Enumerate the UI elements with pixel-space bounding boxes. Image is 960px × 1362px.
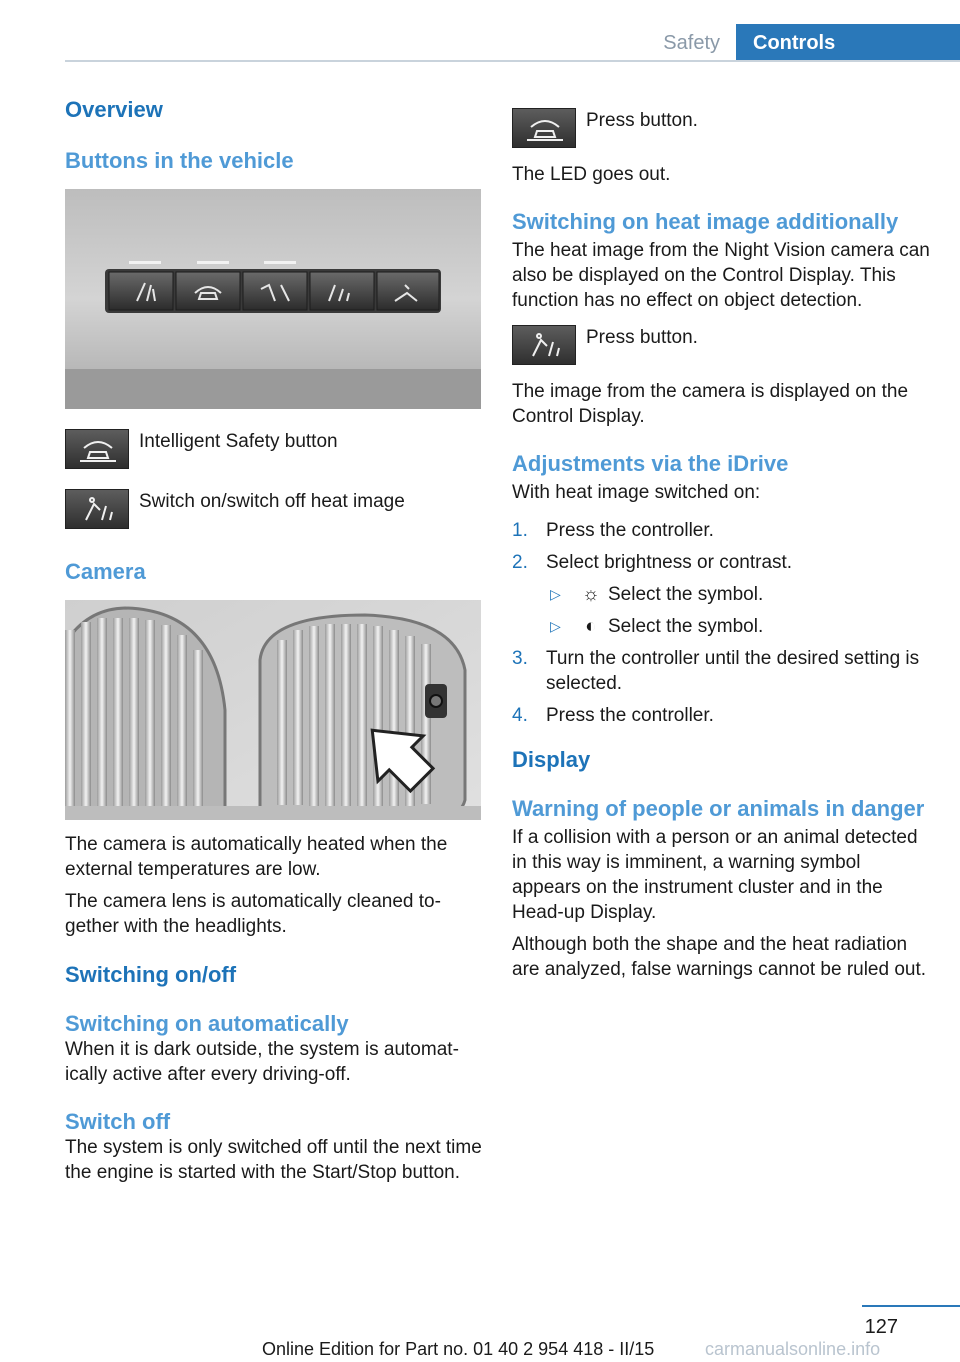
page-number: 127 <box>864 1316 898 1338</box>
edition-text: Online Edition for Part no. 01 40 2 954 418 - II/15 <box>262 1339 655 1359</box>
sub-step-text: Select the symbol. <box>608 616 764 637</box>
contrast-icon: ◐ <box>585 616 597 637</box>
warning-heading: Warning of people or animals in danger <box>512 796 925 821</box>
heat-image-icon <box>512 325 576 365</box>
adjust-steps <box>512 518 932 728</box>
list-item <box>546 582 932 607</box>
press-button-text: Press button. <box>586 110 698 131</box>
switch-off-paragraph: The system is only switched off until the next time the engine is started with the Start/Stop button. <box>65 1137 482 1183</box>
heat-paragraph: The heat image from the Night Vision camera can also be displayed on the Control Display. This function has no effect on object detection. <box>512 240 930 311</box>
heat-result-paragraph: The image from the camera is displayed on the Control Display. <box>512 381 909 427</box>
camera-paragraph-1: The camera is automatically heated when the external temperatures are low. <box>65 834 448 880</box>
buttons-photo <box>65 189 481 409</box>
header-chapter: Controls <box>736 24 960 62</box>
step-number: 1. <box>512 520 528 541</box>
sub-steps <box>546 582 932 639</box>
right-column <box>512 96 932 982</box>
step-text: Press the controller. <box>546 520 714 541</box>
press-heat-image <box>512 325 932 365</box>
triangle-bullet-icon: ▷ <box>550 586 561 602</box>
step-number: 4. <box>512 705 528 726</box>
camera-photo <box>65 600 481 820</box>
list-item <box>546 614 932 639</box>
auto-paragraph: When it is dark outside, the system is automatically active after every driving-off. <box>65 1039 459 1085</box>
camera-heading: Camera <box>65 559 146 584</box>
led-paragraph: The LED goes out. <box>512 164 671 185</box>
adjust-intro: With heat image switched on: <box>512 482 761 503</box>
intelligent-safety-icon <box>65 429 129 469</box>
brightness-icon: ☼ <box>582 584 600 605</box>
list-item <box>512 703 932 728</box>
button-panel-image <box>65 189 481 409</box>
list-item <box>512 550 932 639</box>
press-button-text: Press button. <box>586 327 698 348</box>
adjust-heading: Adjustments via the iDrive <box>512 451 789 476</box>
header-rule <box>65 60 960 62</box>
warning-paragraph-1: If a collision with a person or an animal detected in this way is imminent, a warning symbol appears on the instrument cluster and in the Head-up Display. <box>512 827 918 923</box>
step-text: Turn the controller until the desired setting is selected. <box>546 648 920 694</box>
step-text: Select brightness or contrast. <box>546 552 793 573</box>
sub-step-text: Select the symbol. <box>608 584 764 605</box>
buttons-heading: Buttons in the vehicle <box>65 148 294 173</box>
heat-heading: Switching on heat image additionally <box>512 209 899 234</box>
press-intelligent-safety <box>512 108 932 148</box>
warning-paragraph-2: Although both the shape and the heat radiation are analyzed, false warnings cannot be ruled out. <box>512 934 927 980</box>
legend-intelligent-safety <box>65 429 483 469</box>
intelligent-safety-icon <box>512 108 576 148</box>
list-item <box>512 646 932 696</box>
list-item <box>512 518 932 543</box>
auto-heading: Switching on automatically <box>65 1011 349 1036</box>
display-heading: Display <box>512 747 591 772</box>
switching-heading: Switching on/off <box>65 962 237 987</box>
overview-heading: Overview <box>65 97 163 122</box>
step-text: Press the controller. <box>546 705 714 726</box>
switch-off-heading: Switch off <box>65 1109 171 1134</box>
footer-rule <box>862 1305 960 1307</box>
heat-image-icon <box>65 489 129 529</box>
left-column <box>65 96 483 1185</box>
watermark: carmanualsonline.info <box>705 1339 881 1359</box>
camera-paragraph-2: The camera lens is automatically cleaned together with the headlights. <box>65 891 441 937</box>
legend-label: Intelligent Safety button <box>139 431 338 452</box>
step-number: 2. <box>512 552 528 573</box>
step-number: 3. <box>512 648 528 669</box>
camera-grille-image <box>65 600 481 820</box>
legend-label: Switch on/switch off heat image <box>139 491 405 512</box>
header-section: Safety <box>663 32 720 54</box>
legend-heat-image <box>65 489 483 529</box>
triangle-bullet-icon: ▷ <box>550 618 561 634</box>
